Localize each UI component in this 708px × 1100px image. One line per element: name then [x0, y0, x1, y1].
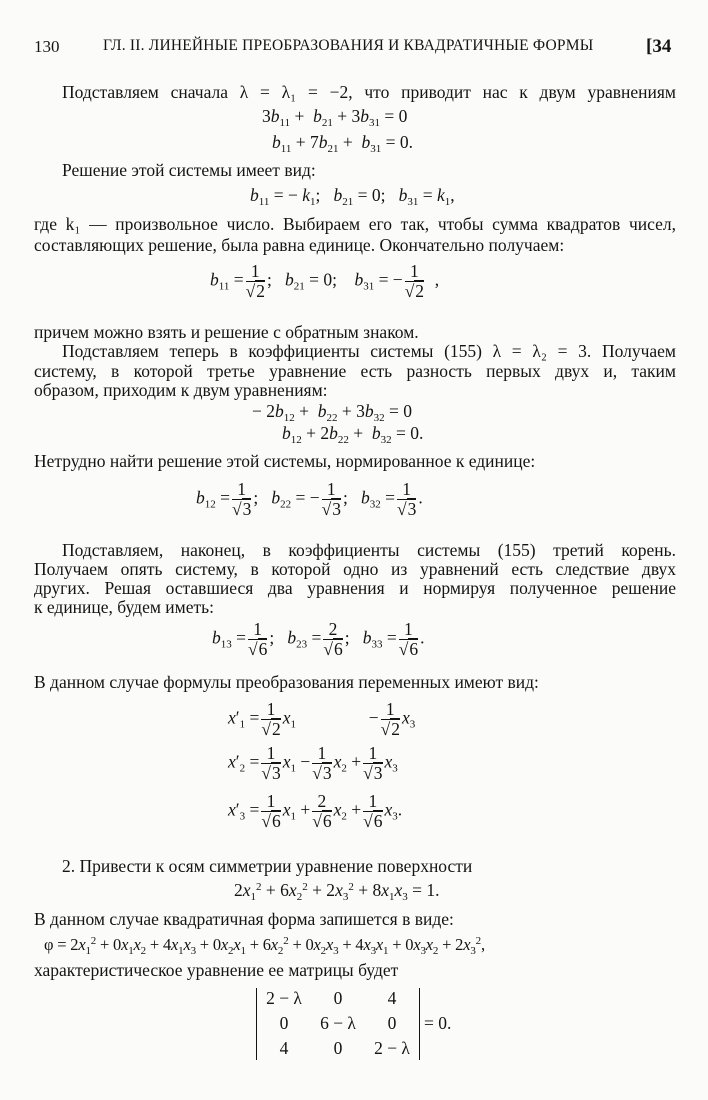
- solution-1: $b_{11}$ = − $k_1$; $b_{21} = 0$; $b_{31} = k_1$,: [250, 185, 455, 208]
- page-number: 130: [34, 37, 60, 56]
- characteristic-determinant: [256, 988, 420, 1060]
- equation-system-1-line-1: $3b_{11} + b_{21} + 3b_{31} = 0$: [262, 106, 408, 129]
- normalized-solution-3: $b_{13}$ = $\frac{1}{√6}$ ; $b_{23}$ = $\frac{2}{√6}$ ; $b_{33}$ = $\frac{1}{√6}$ .: [212, 619, 425, 659]
- determinant-rhs: = 0.: [424, 1013, 452, 1033]
- equation-system-2-line-1: − $2b_{12} + b_{22} + 3b_{32} = 0$: [252, 401, 412, 424]
- equation-system-2-line-2: $b_{12} + 2b_{22} + b_{32} = 0$.: [282, 423, 424, 446]
- quadratic-form: $\varphi = 2x_1^2 + 0x_1x_2 + 4x_1x_3 + 0x_2x_1 + 6x_2^2 + 0x_2x_3 + 4x_3x_1 + 0x_3x_2 + 2x_3^2$,: [44, 935, 485, 957]
- normalized-solution-1: $b_{11}$ = $\frac{1}{√2}$ ; $b_{21} = 0$; $b_{31}$ = − $\frac{1}{√2}$ ,: [210, 261, 440, 301]
- det-cell: 0: [387, 1013, 397, 1033]
- paragraph-line: Подставляем, наконец, в коэффициенты системы (155) третий корень.: [62, 540, 676, 560]
- normalized-solution-2: $b_{12}$ = $\frac{1}{√3}$ ; $b_{22}$ = − $\frac{1}{√3}$ ; $b_{32}$ = $\frac{1}{√3}$ .: [196, 479, 423, 519]
- paragraph-line: В данном случае квадратичная форма запишется в виде:: [34, 909, 454, 929]
- det-cell: 2 − λ: [374, 1038, 410, 1058]
- paragraph-line: В данном случае формулы преобразования переменных имеют вид:: [34, 672, 539, 692]
- det-cell: 4: [387, 988, 397, 1008]
- transformation-x1: $x'_1$ = $\frac{1}{√2}$ $x_1$ − $\frac{1}{√2}$ $x_3$: [228, 699, 416, 739]
- det-cell: 0: [333, 1038, 343, 1058]
- paragraph-line: Решение этой системы имеет вид:: [62, 160, 316, 180]
- paragraph-line: причем можно взять и решение с обратным знаком.: [34, 322, 419, 342]
- problem-2-statement: 2. Привести к осям симметрии уравнение поверхности: [62, 856, 473, 876]
- equation-system-1-line-2: $b_{11} + 7b_{21} + b_{31} = 0$.: [272, 132, 413, 155]
- det-cell: 4: [279, 1038, 289, 1058]
- paragraph-line: где k₁ — произвольное число. Выбираем его так, чтобы сумма квадратов чисел,: [34, 214, 676, 234]
- paragraph-line: образом, приходим к двум уравнениям:: [34, 380, 328, 400]
- paragraph-line: систему, в которой третье уравнение есть разность первых двух и, таким: [34, 361, 676, 381]
- det-cell: 6 − λ: [320, 1013, 356, 1033]
- surface-equation: $2x_1^2 + 6x_2^2 + 2x_3^2 + 8x_1x_3 = 1$.: [234, 880, 440, 903]
- paragraph-line: Нетрудно найти решение этой системы, нормированное к единице:: [34, 451, 536, 471]
- paragraph-line: других. Решая оставшиеся два уравнения и нормируя полученное решение: [34, 578, 676, 598]
- paragraph-line: Подставляем сначала λ = λ₁ = −2, что приводит нас к двум уравнениям: [62, 82, 676, 102]
- section-number: [34: [646, 36, 672, 57]
- paragraph-line: Получаем опять систему, в которой одно из уравнений есть следствие двух: [34, 559, 676, 579]
- transformation-x2: $x'_2$ = $\frac{1}{√3}$ $x_1$ − $\frac{1}{√3}$ $x_2$ + $\frac{1}{√3}$ $x_3$: [228, 743, 398, 783]
- paragraph-line: Подставляем теперь в коэффициенты системы (155) λ = λ₂ = 3. Получаем: [62, 341, 676, 361]
- transformation-x3: $x'_3$ = $\frac{1}{√6}$ $x_1$ + $\frac{2}{√6}$ $x_2$ + $\frac{1}{√6}$ $x_3$.: [228, 791, 403, 831]
- paragraph-line: характеристическое уравнение ее матрицы будет: [34, 960, 399, 980]
- det-cell: 0: [333, 988, 343, 1008]
- running-title: ГЛ. II. ЛИНЕЙНЫЕ ПРЕОБРАЗОВАНИЯ И КВАДРАТИЧНЫЕ ФОРМЫ: [103, 37, 594, 54]
- paragraph-line: к единице, будем иметь:: [34, 597, 214, 617]
- det-cell: 2 − λ: [266, 988, 302, 1008]
- det-cell: 0: [279, 1013, 289, 1033]
- paragraph-line: составляющих решение, была равна единице. Окончательно получаем:: [34, 235, 565, 255]
